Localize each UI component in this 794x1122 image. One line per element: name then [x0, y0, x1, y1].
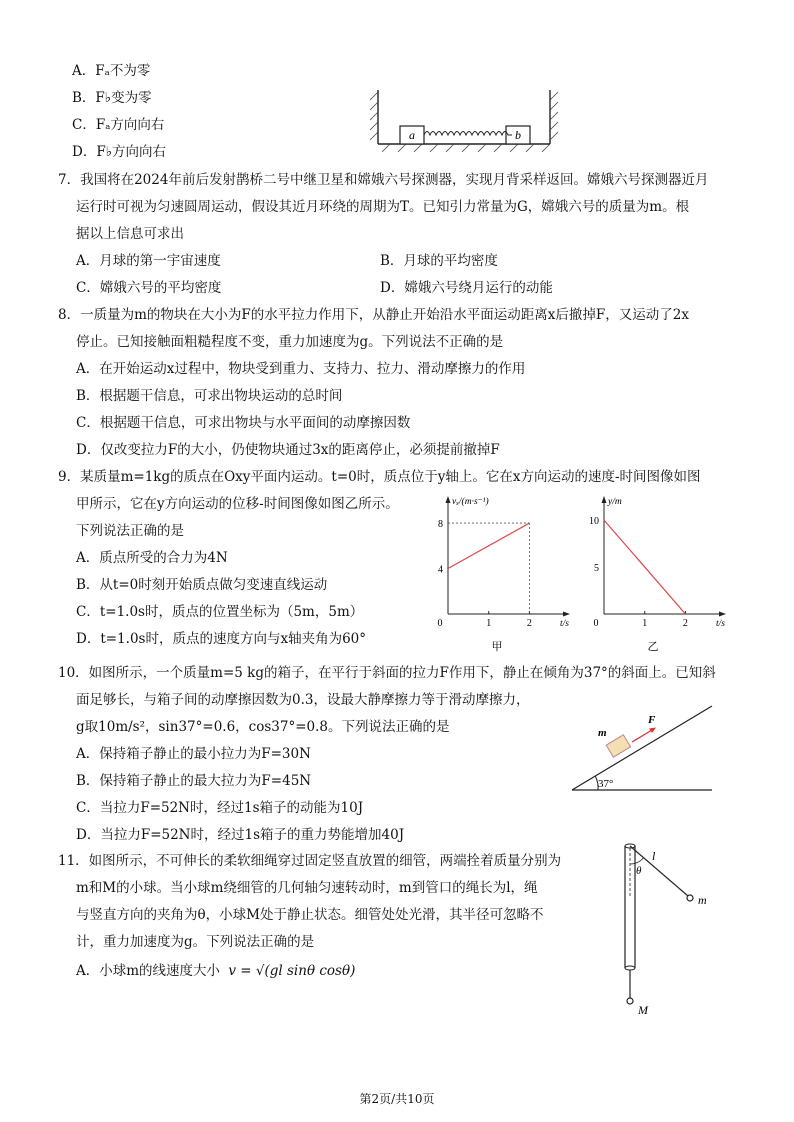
incline-m-label: m: [598, 727, 607, 739]
y-tick-label: 4: [438, 564, 443, 576]
y-axis-label: y/m: [608, 497, 622, 507]
q11-line-3: 与竖直方向的夹角为θ，小球M处于静止状态。细管处处光滑，其半径可忽略不: [76, 907, 544, 923]
q7-line-1: 7．我国将在2024年前后发射鹊桥二号中继卫星和嫦娥六号探测器，实现月背采样返回。嫦娥六号探测器近月: [58, 172, 709, 188]
ball-m-label: m: [698, 893, 707, 907]
q6-option-c: C．Fₐ方向向右: [72, 117, 165, 133]
chart-jia: [422, 492, 582, 654]
q9-line-3: 下列说法正确的是: [76, 523, 184, 539]
q9-option-d: D．t=1.0s时，质点的速度方向与x轴夹角为60°: [76, 631, 366, 647]
q8-option-d: D．仅改变拉力F的大小，仍使物块通过3x的距离停止，必须提前撤掉F: [76, 442, 500, 458]
q9-line-2: 甲所示，它在y方向运动的位移-时间图像如图乙所示。: [76, 496, 399, 512]
q10-line-1: 10．如图所示，一个质量m=5 kg的箱子，在平行于斜面的拉力F作用下，静止在倾角为37°的斜面上。已知斜: [58, 665, 716, 681]
q9-option-a: A．质点所受的合力为4N: [76, 550, 228, 566]
q7-option-a: A．月球的第一宇宙速度: [76, 253, 221, 269]
y-axis-arrow: [446, 496, 451, 503]
q10-line-3: g取10m/s²，sin37°=0.6，cos37°=0.8。下列说法正确的是: [76, 719, 450, 735]
q7-line-3: 据以上信息可求出: [76, 226, 184, 242]
q11-option-a-text: A．小球m的线速度大小: [76, 963, 221, 979]
q9-line-1: 9．某质量m=1kg的质点在Oxy平面内运动。t=0时，质点位于y轴上。它在x方向运动的速度-时间图像如图: [58, 469, 701, 485]
incline-f-label: F: [648, 714, 656, 726]
series-line: [448, 523, 529, 568]
series-line: [604, 520, 685, 614]
x-tick-label: 0: [593, 618, 599, 629]
q8-option-b: B．根据题干信息，可求出物块运动的总时间: [76, 388, 343, 404]
y-tick-label: 10: [589, 516, 599, 528]
q11-option-a-formula: v = √(gl sinθ cosθ): [228, 963, 356, 979]
y-tick-label: 8: [438, 519, 443, 531]
q11-line-2: m和M的小球。当小球m绕细管的几何轴匀速转动时，m到管口的绳长为l，绳: [76, 880, 538, 896]
x-tick-label: 2: [682, 618, 688, 629]
q11-line-1: 11．如图所示，不可伸长的柔软细绳穿过固定竖直放置的细管，两端拴着质量分别为: [58, 853, 562, 869]
tube-figure: [608, 838, 718, 1018]
chart-caption: 甲: [491, 641, 503, 653]
q11-option-a: [76, 962, 355, 980]
q10-option-b: B．保持箱子静止的最大拉力为F=45N: [76, 773, 312, 789]
q8-line-2: 停止。已知接触面粗糙程度不变，重力加速度为g。下列说法不正确的是: [76, 334, 504, 350]
x-tick-label: 2: [526, 618, 532, 629]
block-b-label: b: [515, 128, 521, 142]
q6-spring-figure: [368, 88, 560, 158]
y-axis-label: vₓ/(m·s⁻¹): [452, 497, 489, 507]
x-axis-arrow: [563, 612, 570, 617]
x-tick-label: 0: [437, 618, 443, 629]
q10-line-2: 面足够长，与箱子间的动摩擦因数为0.3，设最大静摩擦力等于滑动摩擦力，: [76, 692, 530, 708]
chart-yi: [578, 492, 738, 654]
q7-line-2: 运行时可视为匀速圆周运动，假设其近月环绕的周期为T。已知引力常量为G，嫦娥六号的质量为m。根: [76, 199, 690, 215]
y-axis-arrow: [602, 496, 607, 503]
q6-option-a: A．Fₐ不为零: [72, 63, 151, 79]
x-tick-label: 1: [486, 618, 492, 629]
chart-caption: 乙: [647, 641, 659, 653]
q6-option-b: B．F♭变为零: [72, 90, 152, 106]
x-axis-label: t/s: [560, 619, 569, 629]
q7-option-c: C．嫦娥六号的平均密度: [76, 280, 222, 296]
page-footer: 第2页/共10页: [359, 1092, 435, 1106]
q10-option-d: D．当拉力F=52N时，经过1s箱子的重力势能增加40J: [76, 827, 405, 843]
y-tick-label: 5: [594, 563, 599, 575]
incline-figure: [568, 700, 718, 796]
q8-line-1: 8．一质量为m的物块在大小为F的水平拉力作用下，从静止开始沿水平面运动距离x后撤掉F，又运动了2x: [58, 307, 689, 323]
ball-M-label: M: [638, 1003, 648, 1017]
x-axis-arrow: [719, 612, 726, 617]
string-length-label: l: [652, 849, 656, 863]
angle-theta-label: θ: [636, 865, 642, 877]
q11-line-4: 计，重力加速度为g。下列说法正确的是: [76, 934, 315, 950]
q8-option-a: A．在开始运动x过程中，物块受到重力、支持力、拉力、滑动摩擦力的作用: [76, 361, 526, 377]
q10-option-a: A．保持箱子静止的最小拉力为F=30N: [76, 746, 311, 762]
q7-option-b: B．月球的平均密度: [380, 253, 498, 269]
block-a-label: a: [409, 128, 415, 142]
q6-option-d: D．F♭方向向右: [72, 144, 167, 160]
x-tick-label: 1: [642, 618, 648, 629]
incline-angle-label: 37°: [598, 778, 614, 790]
x-axis-label: t/s: [716, 619, 725, 629]
q10-option-c: C．当拉力F=52N时，经过1s箱子的动能为10J: [76, 800, 364, 816]
q9-option-b: B．从t=0时刻开始质点做匀变速直线运动: [76, 577, 328, 593]
q8-option-c: C．根据题干信息，可求出物块与水平面间的动摩擦因数: [76, 415, 411, 431]
q9-option-c: C．t=1.0s时，质点的位置坐标为（5m，5m）: [76, 604, 364, 620]
q7-option-d: D．嫦娥六号绕月运行的动能: [380, 280, 553, 296]
